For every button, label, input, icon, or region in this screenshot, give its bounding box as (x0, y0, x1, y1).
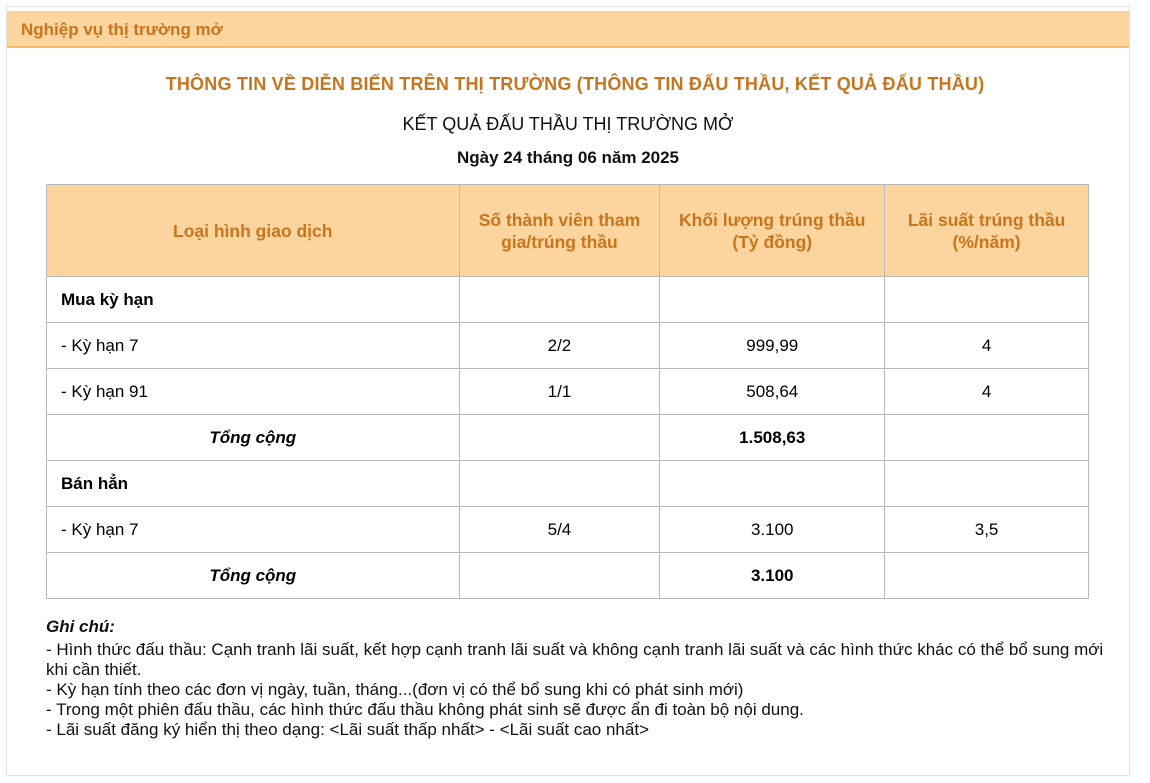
column-header-transaction-type: Loại hình giao dịch (47, 185, 460, 277)
notes-title: Ghi chú: (46, 617, 115, 636)
group-row (47, 277, 1089, 323)
term-cell: - Kỳ hạn 7 (47, 323, 460, 369)
table-row (47, 323, 1089, 369)
group-row (47, 461, 1089, 507)
table-row (47, 369, 1089, 415)
note-line: - Kỳ hạn tính theo các đơn vị ngày, tuần, tháng...(đơn vị có thể bổ sung khi có phát sinh mới) (46, 680, 744, 699)
column-header-volume: Khối lượng trúng thầu (Tỷ đồng) (660, 185, 885, 277)
table-row (47, 507, 1089, 553)
members-cell: 5/4 (459, 507, 660, 553)
rate-cell: 4 (885, 369, 1089, 415)
volume-cell: 999,99 (660, 323, 885, 369)
report-date: Ngày 24 tháng 06 năm 2025 (456, 148, 680, 167)
page-title: THÔNG TIN VỀ DIỄN BIẾN TRÊN THỊ TRƯỜNG (THÔNG TIN ĐẤU THẦU, KẾT QUẢ ĐẤU THẦU) (165, 74, 985, 94)
term-cell: - Kỳ hạn 7 (47, 507, 460, 553)
total-volume: 3.100 (660, 553, 885, 599)
report-subtitle: KẾT QUẢ ĐẤU THẦU THỊ TRƯỜNG MỞ (402, 114, 734, 134)
table-header-row (47, 185, 1089, 277)
column-header-rate: Lãi suất trúng thầu (%/năm) (885, 185, 1089, 277)
total-label: Tổng cộng (47, 415, 460, 461)
group-label: Mua kỳ hạn (47, 277, 460, 323)
rate-cell: 3,5 (885, 507, 1089, 553)
group-label: Bán hẳn (47, 461, 460, 507)
members-cell: 1/1 (459, 369, 660, 415)
section-header (7, 11, 1129, 48)
term-cell: - Kỳ hạn 91 (47, 369, 460, 415)
members-cell: 2/2 (459, 323, 660, 369)
rate-cell: 4 (885, 323, 1089, 369)
total-volume: 1.508,63 (660, 415, 885, 461)
volume-cell: 508,64 (660, 369, 885, 415)
note-line: - Trong một phiên đấu thầu, các hình thức đấu thầu không phát sinh sẽ được ẩn đi toàn bộ nội dung. (46, 700, 804, 719)
section-title: Nghiệp vụ thị trường mở (21, 20, 223, 39)
column-header-members: Số thành viên tham gia/trúng thầu (459, 185, 660, 277)
auction-results-table (46, 184, 1089, 599)
volume-cell: 3.100 (660, 507, 885, 553)
note-line: - Hình thức đấu thầu: Cạnh tranh lãi suất, kết hợp cạnh tranh lãi suất và không cạnh tranh lãi suất và các hình thức khác có thể bổ sung mới khi cần thiết. (46, 640, 1104, 679)
note-line: - Lãi suất đăng ký hiển thị theo dạng: <Lãi suất thấp nhất> - <Lãi suất cao nhất> (46, 720, 649, 739)
notes-section (46, 614, 1106, 740)
total-label: Tổng cộng (47, 553, 460, 599)
total-row (47, 415, 1089, 461)
total-row (47, 553, 1089, 599)
